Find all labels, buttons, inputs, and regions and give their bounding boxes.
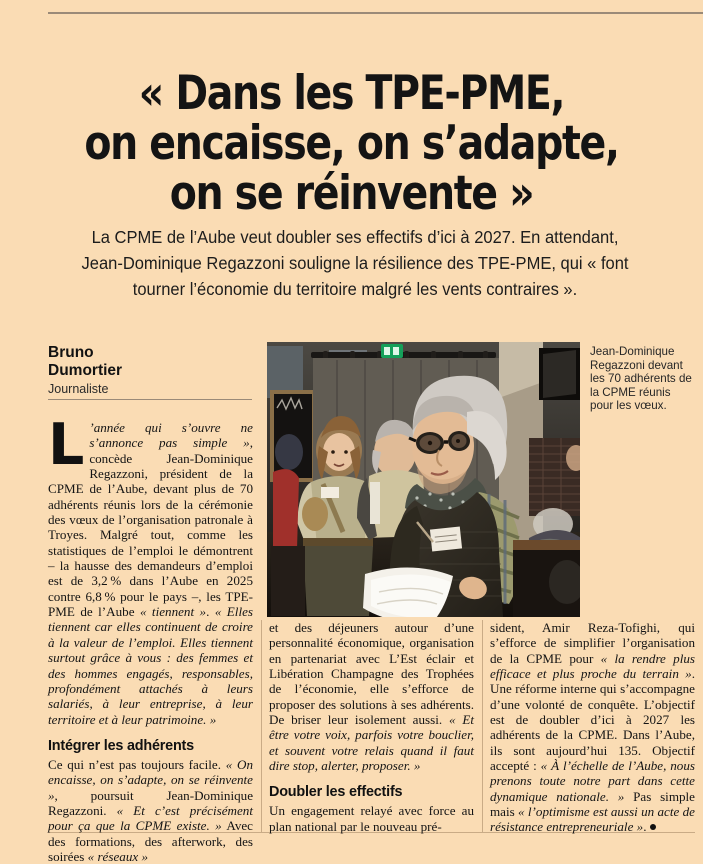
photo-illustration	[267, 342, 580, 617]
headline-line-2: on encaisse, on s’adapte,	[84, 116, 619, 172]
paragraph-engagement: Un engagement relayé avec force au plan national par le nouveau pré-	[269, 803, 474, 834]
c3-d: .	[643, 819, 647, 835]
subhead-integrer-les-adherents: Intégrer les adhérents	[48, 737, 194, 754]
byline	[48, 344, 252, 400]
subhead-doubler-les-effectifs: Doubler les effectifs	[269, 784, 403, 801]
byline-first-name: Bruno	[48, 344, 94, 361]
paragraph-intro	[48, 412, 253, 727]
column-divider-2	[482, 620, 483, 832]
paragraph-integrer	[48, 757, 253, 864]
c3-a: sident, Amir Reza-Tofighi, qui s’efforce de simplifier l’organisation de la CPME pour	[490, 620, 695, 666]
c2-p1-a: et des déjeuners autour d’une personnalité économique, organisation en partenariat avec L’Est éclair et Libération Champagne des Trophées de l’économie, elle s’efforce de proposer des solutions à ses adhérents. De briser leur isolement aussi.	[269, 620, 474, 728]
p2-quote-1: « On encaisse, on s’adapte, on se réinvente »	[48, 756, 253, 803]
c3-quote-2: « À l’échelle de l’Aube, nous prenons toute notre part dans cette dynamique nationale. »	[490, 758, 696, 804]
c3-b: . Une réforme interne qui s’accompagne d’une volonté de conquête. L’objectif est de doubler d’ici à 2027 les adhérents de la CPME. Dans l’Aube, ils sont aujourd’hui 135. Objectif accepté :	[490, 666, 695, 774]
intro-quote-long: « Elles tiennent car elles continuent de croire à la valeur de l’emploi. Elles tiennent surtout grâce à vous : des femmes et des hommes engagés, responsables, profondément attachés à leurs salariés, à leur entreprise, à leur territoire et à leur patrimoine. »	[48, 604, 253, 727]
article-column-2	[269, 620, 474, 834]
page-title	[73, 66, 630, 222]
article-column-3	[490, 620, 695, 835]
c3-quote-1: « la rendre plus efficace et plus proche du terrain »	[490, 650, 695, 682]
c2-p1-quote: « Et être votre voix, parfois votre bouclier, et souvent votre relais quand il faut dire stop, alerter, proposer. »	[269, 712, 474, 774]
intro-quote-tiennent: « tiennent »	[139, 604, 207, 620]
paragraph-partenariat	[269, 620, 474, 773]
p2-quote-3: « réseaux »	[87, 848, 149, 864]
column-divider-1	[261, 620, 262, 832]
end-of-article-mark	[650, 824, 656, 830]
intro-rest: , concède Jean-Dominique Regazzoni, président de la CPME de l’Aube, devant plus de 70 adhérents réunis lors de la cérémonie des vœux de l’organisation patronale à Troyes. Malgré tout, comme les statistiques de l’emploi le démontrent – la hausse des demandeurs d’emploi est de 3,2 % dans l’Aube en 2025 contre 6,8 % pour le pays –, les TPE-PME de l’Aube	[48, 435, 253, 620]
headline-line-1: « Dans les TPE-PME,	[138, 66, 565, 122]
p2-b: , poursuit Jean-Dominique Regazzoni.	[48, 787, 253, 818]
byline-last-name: Dumortier	[48, 361, 123, 379]
drop-cap: L	[48, 412, 85, 478]
headline-line-3: on se réinvente »	[169, 166, 534, 222]
byline-name	[48, 344, 252, 379]
byline-role: Journaliste	[48, 382, 252, 400]
c3-c: Pas simple mais	[490, 788, 695, 820]
article-column-1	[48, 412, 253, 864]
article-photo	[267, 342, 580, 617]
intro-rest-2: .	[206, 604, 215, 620]
p2-quote-2: « Et c’est précisément pour ça que la CPME existe. »	[48, 802, 253, 834]
p2-a: Ce qui n’est pas toujours facile.	[48, 756, 226, 772]
intro-quote-open: ’année qui s’ouvre ne s’annonce pas simple »	[89, 420, 253, 451]
photo-caption: Jean-Dominique Regazzoni devant les 70 adhérents de la CPME réunis pour les vœux.	[590, 345, 692, 413]
paragraph-president	[490, 620, 695, 835]
top-rule	[48, 12, 703, 14]
p2-c: Avec des formations, des afterwork, des soirées	[48, 818, 253, 864]
c3-quote-3: « l’optimisme est aussi un acte de résistance entrepreneuriale »	[490, 804, 695, 835]
standfirst: La CPME de l’Aube veut doubler ses effectifs d’ici à 2027. En attendant, Jean-Dominique Regazzoni souligne la résilience des TPE-PME, qui « font tourner l’économie du territoire malgré les vents contraires ».	[81, 227, 629, 299]
